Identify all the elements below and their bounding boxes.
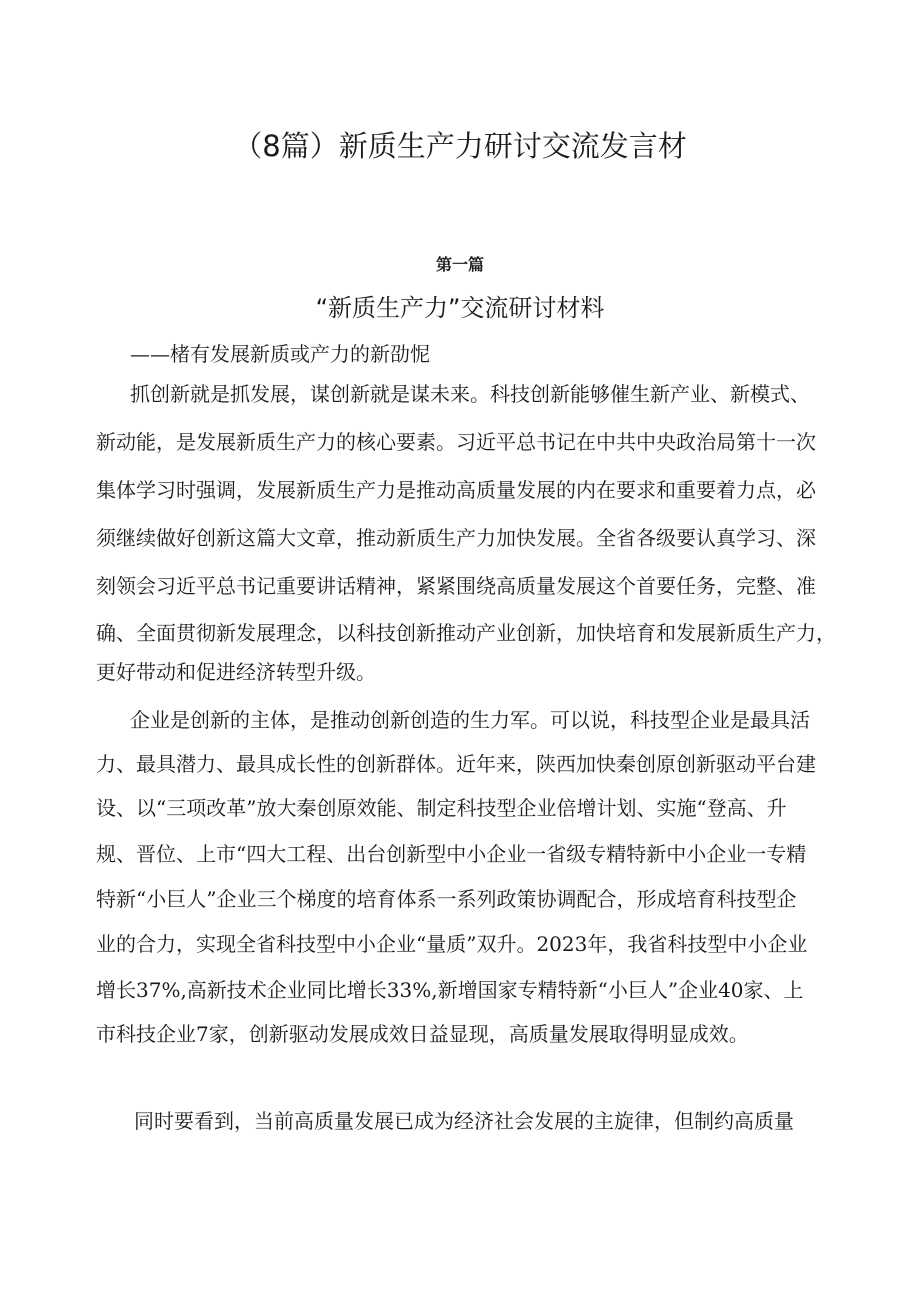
paragraph-line: 确、全面贯彻新发展理念，以科技创新推动产业创新，加快培育和发展新质生产力， [96,621,836,645]
paragraph-line: 抓创新就是抓发展，谋创新就是谋未来。科技创新能够催生新产业、新模式、 [130,382,810,406]
paragraph-line: 更好带动和促进经济转型升级。 [96,660,376,684]
paragraph-line: 设、以“三项改革”放大秦创原效能、制定科技型企业倍增计划、实施“登高、升 [96,796,787,820]
part-title: “新质生产力”交流研讨材料 [315,294,605,322]
paragraph-line: 刻领会习近平总书记重要讲话精神，紧紧围绕高质量发展这个首要任务，完整、准 [96,574,816,598]
paragraph-line: 同时要看到，当前高质量发展已成为经济社会发展的主旋律，但制约高质量 [134,1109,794,1133]
paragraph-line: 规、晋位、上市“四大工程、出台创新型中小企业一省级专精特新中小企业一专精 [96,842,807,866]
paragraph-line: 须继续做好创新这篇大文章，推动新质生产力加快发展。全省各级要认真学习、深 [96,526,816,550]
paragraph-line: 业的合力，实现全省科技型中小企业“量质”双升。2023年，我省科技型中小企业 [96,932,808,956]
paragraph-line: 力、最具潜力、最具成长性的创新群体。近年来，陕西加快秦创原创新驱动平台建 [96,752,816,776]
document-title: （8篇）新质生产力研讨交流发言材 [233,129,687,163]
paragraph-line: 企业是创新的主体，是推动创新创造的生力军。可以说，科技型企业是最具活 [130,708,810,732]
paragraph-line: 集体学习时强调，发展新质生产力是推动高质量发展的内在要求和重要着力点，必 [96,478,816,502]
subtitle: ——楮有发展新质或产力的新劭怩 [130,342,430,366]
paragraph-line: 市科技企业7家，创新驱动发展成效日益显现，高质量发展取得明显成效。 [96,1022,749,1046]
paragraph-line: 特新“小巨人”企业三个梯度的培育体系一系列政策协调配合，形成培育科技型企 [96,887,797,911]
part-label: 第一篇 [435,255,484,274]
paragraph-line: 新动能，是发展新质生产力的核心要素。习近平总书记在中共中央政治局第十一次 [96,430,816,454]
paragraph-line: 增长37%,高新技术企业同比增长33%,新增国家专精特新“小巨人”企业40家、上 [96,978,804,1002]
